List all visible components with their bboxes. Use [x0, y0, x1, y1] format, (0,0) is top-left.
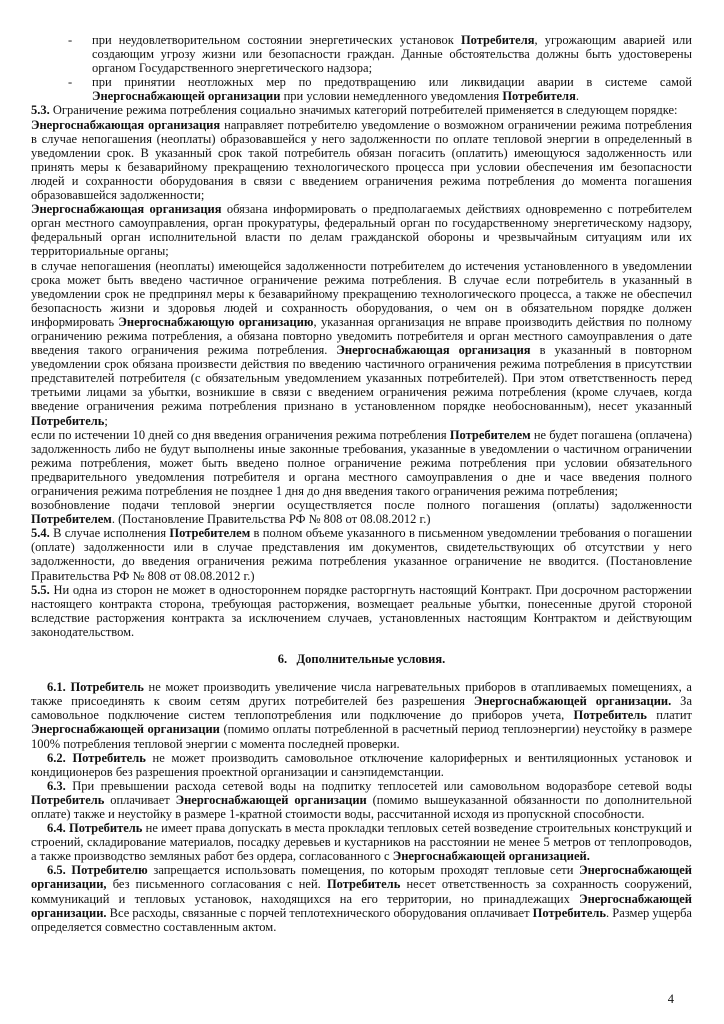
bullet-marker: -: [68, 33, 73, 47]
clause-5-3-resume: [31, 498, 692, 526]
text-run: оплачивает: [104, 792, 176, 807]
text-run: , угрожающим аварией или создающим угрозу жизни или безопасности граждан. Данные обстоятельства должны быть удостоверены органом Государственного энергетического надзора;: [92, 33, 692, 76]
text-run: не будет погашена (оплачена) задолженность либо не будут выполнены иные законные требования, указанные в уведомлении о частичном ограничении режима потребления, может быть введено полное ограничение режима потребления при условии обязательного предварительного уведомления потребителя и органа местного самоуправления о дне и часе введения полного ограничения режима потребления не позднее 1 дня до дня введения такого ограничения режима потребления;: [31, 427, 692, 498]
bold-text-run: Энергоснабжающей организации: [175, 792, 367, 807]
bold-text-run: 6.5. Потребителю: [47, 863, 148, 878]
clause-6-1: [31, 680, 692, 750]
bold-text-run: Потребитель: [573, 708, 647, 723]
bold-text-run: 5.3.: [31, 103, 50, 118]
text-run: не может производить увеличение числа нагревательных приборов в отапливаемых помещениях, а также присоединять к своим сетям других потребителей без разрешения: [31, 680, 692, 709]
bold-text-run: 5.5.: [31, 582, 50, 597]
clause-5-3-notice: [31, 118, 692, 203]
bold-text-run: Энергоснабжающей организации,: [31, 863, 692, 892]
text-run: не имеет права допускать в места прокладки тепловых сетей возведение строительных конструкций и строений, складирование материалов, посадку деревьев и кустарников на расстоянии не менее 5 метров от теплопроводов, а также производство земляных работ без ордера, согласованного с: [31, 821, 692, 864]
bold-text-run: Потребителем: [449, 427, 531, 442]
bold-text-run: Энергоснабжающая организация: [31, 117, 221, 132]
clause-5-3-inform: [31, 202, 692, 258]
bold-text-run: Энергоснабжающей организации.: [31, 891, 692, 920]
text-run: если по истечении 10 дней со дня введения ограничения режима потребления: [31, 427, 450, 442]
bold-text-run: Потребитель: [31, 413, 105, 428]
bold-text-run: Потребитель: [326, 877, 401, 892]
text-run: Ограничение режима потребления социально значимых категорий потребителей применяется в следующем порядке:: [49, 103, 678, 118]
bold-text-run: Потребитель: [31, 792, 105, 807]
bold-text-run: Потребителя: [502, 89, 576, 104]
text-run: , указанная организация не вправе производить действия по полному ограничению режима потребления, а обязана повторно уведомить потребителя и орган местного самоуправления о дате введения такого ограничения режима потребления.: [31, 314, 693, 358]
clause-5-3-partial-limit: [31, 259, 692, 428]
text-run: в случае непогашения (неоплаты) имеющейся задолженности потребителем до истечения установленного в уведомлении срока может быть введено частичное ограничение режима потребления. В случае если потребитель в указанный в уведомлении срок не предпринял меры к безаварийному прекращению технологического процесса, а также не обеспечил безопасность жизни и здоровья людей и сохранность оборудования, о чем он в обязательном порядке должен информировать: [31, 258, 692, 329]
text-run: не может производить самовольное отключение калориферных и вентиляционных установок и кондиционеров без разрешения проектной организации и санэпидемстанции.: [31, 750, 692, 779]
text-run: Все расходы, связанные с порчей теплотехнического оборудования оплачивает: [106, 905, 533, 920]
bold-text-run: Энергоснабжающей организацией.: [392, 849, 590, 864]
text-run: (помимо оплаты потребленной в расчетный период теплоэнергии) неустойку в размере 100% потребления тепловой энергии с момента последней проверки.: [31, 722, 692, 751]
clause-6-2: [31, 751, 692, 779]
bold-text-run: 5.4.: [31, 526, 50, 541]
text-run: (помимо вышеуказанной обязанности по дополнительной оплате) также и неустойку в размере 1-кратной стоимости воды, рассчитанной исходя из пропускной способности.: [31, 792, 692, 821]
bullet-item-2: [31, 75, 692, 103]
clause-5-4: [31, 526, 692, 582]
clause-5-3-full-limit: [31, 428, 692, 498]
bold-text-run: Потребителем: [169, 526, 251, 541]
bold-text-run: Энергоснабжающая организация: [336, 343, 531, 358]
document-body: [31, 33, 692, 934]
bold-text-run: 6.2. Потребитель: [47, 750, 146, 765]
text-run: .: [575, 89, 579, 104]
bold-text-run: Энергоснабжающую организацию: [118, 314, 314, 329]
text-run: в указанный в повторном уведомлении срок обязана произвести действия по введению частичного ограничения режима потребления в присутствии представителей потребителя (с обязательным уведомлением указанных потребителей). При этом ответственность перед третьими лицами за убытки, возникшие в связи с введением ограничения режима потребления (кроме случаев, когда введение ограничения режима потребления признано в установленном порядке необоснованным), несет указанный: [31, 343, 693, 414]
text-run: возобновление подачи тепловой энергии осуществляется после полного погашения (оплаты) задолженности: [31, 498, 692, 513]
bold-text-run: Потребитель: [532, 905, 607, 920]
clause-5-5: [31, 583, 692, 639]
bold-text-run: 6.3.: [47, 778, 66, 793]
text-run: При превышении расхода сетевой воды на подпитку теплосетей или самовольном водоразборе сетевой воды: [65, 778, 692, 793]
bold-text-run: Энергоснабжающей организации: [31, 722, 220, 737]
text-run: без письменного согласования с ней.: [106, 877, 327, 892]
bold-text-run: Потребителя: [460, 33, 535, 47]
clause-6-4: [31, 821, 692, 863]
text-run: . (Постановление Правительства РФ № 808 от 08.08.2012 г.): [111, 512, 431, 527]
text-run: платит: [646, 708, 692, 723]
clause-6-5: [31, 863, 692, 933]
text-run: при принятии неотложных мер по предотвращению или ликвидации аварии в системе самой: [92, 75, 692, 90]
bold-text-run: Энергоснабжающей организации.: [473, 694, 672, 709]
bold-text-run: Энергоснабжающей организации: [92, 89, 281, 104]
clause-5-3: [31, 103, 692, 117]
section-6-heading: [31, 652, 692, 666]
text-run: В случае исполнения: [49, 526, 170, 541]
text-run: . Размер ущерба определяется совместно составленным актом.: [31, 905, 692, 934]
text-run: За самовольное подключение систем теплопотребления или подключение до приборов учета,: [31, 694, 692, 723]
text-run: ;: [104, 413, 108, 428]
text-run: при неудовлетворительном состоянии энергетических установок: [92, 33, 461, 47]
text-run: при условии немедленного уведомления: [280, 89, 503, 104]
bold-text-run: 6. Дополнительные условия.: [277, 652, 446, 667]
bullet-marker: -: [68, 75, 73, 90]
bold-text-run: 6.4. Потребитель: [47, 821, 143, 836]
text-run: несет ответственность за сохранность сооружений, коммуникаций и тепловых установок, находящихся на его территории, но принадлежащих: [31, 877, 692, 906]
bold-text-run: Энергоснабжающая организация: [31, 202, 222, 217]
bold-text-run: Потребителем: [31, 512, 112, 527]
text-run: запрещается использовать помещения, по которым проходят тепловые сети: [147, 863, 580, 878]
page-number: 4: [667, 992, 674, 1006]
bullet-item-1: [31, 33, 692, 75]
bold-text-run: 6.1. Потребитель: [47, 680, 144, 695]
clause-6-3: [31, 779, 692, 821]
text-run: направляет потребителю уведомление о возможном ограничении режима потребления в случае непогашения (неоплаты) образовавшейся у него задолженности по оплате тепловой энергии в определенный в уведомлении срок. В указанный срок такой потребитель обязан погасить (оплатить) имеющуюся задолженность или принять меры к безаварийному прекращению технологического процесса при условии обеспечения им безопасности людей и сохранности оборудования в связи с введением ограничения режима потребления до момента погашения образовавшейся задолженности;: [31, 117, 692, 203]
text-run: обязана информировать о предполагаемых действиях одновременно с потребителем орган местного самоуправления, орган прокуратуры, федеральный орган по государственному энергетическому надзору, федеральный орган исполнительной власти по делам гражданской обороны и чрезвычайным ситуациям или их территориальные органы;: [31, 202, 693, 259]
text-run: в полном объеме указанного в письменном уведомлении требования о погашении (оплате) задолженности или в случае представления им документов, свидетельствующих об отсутствии у него задолженности, до введения ограничения режима потребления указанное ограничение не вводится. (Постановление Правительства РФ № 808 от 08.08.2012 г.): [31, 526, 693, 583]
text-run: Ни одна из сторон не может в одностороннем порядке расторгнуть настоящий Контракт. При досрочном расторжении настоящего контракта сторона, требующая расторжения, возмещает реальные убытки, понесенные другой стороной вследствие расторжения контракта за исключением случаев, установленных настоящим Контрактом и действующим законодательством.: [31, 582, 692, 639]
